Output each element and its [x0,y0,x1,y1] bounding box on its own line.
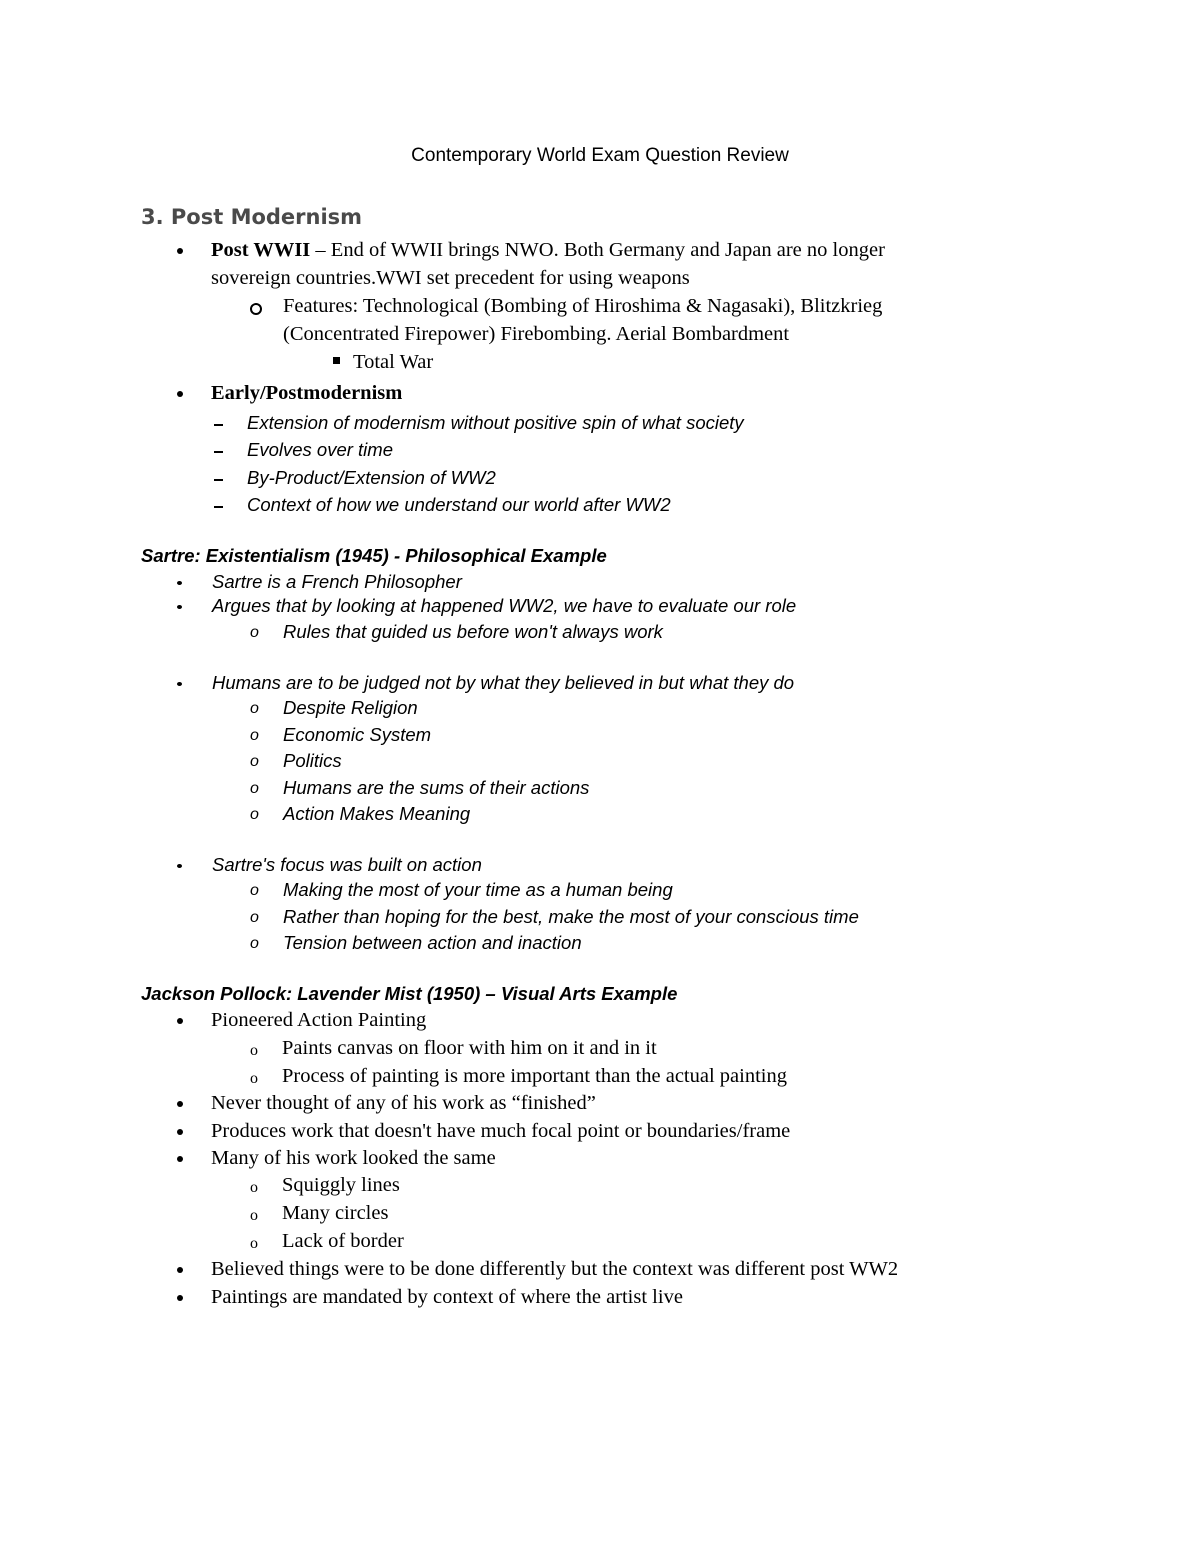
dash-marker [214,479,223,481]
list-item [0,904,1200,931]
list-item-text: Sartre's focus was built on action [212,854,482,875]
list-item-text: Tension between action and inaction [283,932,582,953]
pollock-heading: Jackson Pollock: Lavender Mist (1950) – Visual Arts Example [141,983,678,1004]
dash-marker [214,506,223,508]
list-item [0,1090,1200,1118]
list-item-text: Argues that by looking at happened WW2, we have to evaluate our role [212,595,797,616]
list-item-text: Squiggly lines [282,1174,400,1196]
pollock-bullets-5-6 [0,1256,1200,1312]
list-item-text: Pioneered Action Painting [211,1009,427,1031]
list-item [0,775,1200,802]
o-marker: o [250,726,259,744]
list-item [0,930,1200,957]
bullet-marker [177,682,182,686]
o-marker: o [250,779,259,797]
total-war-text: Total War [353,351,434,373]
pollock-bullets-2-4 [0,1090,1200,1173]
list-item-text: Paints canvas on floor with him on it and in it [282,1037,657,1059]
list-item [0,465,1200,492]
list-item-text: Politics [283,750,342,771]
list-item [0,1256,1200,1284]
list-item [0,695,1200,722]
sartre-heading: Sartre: Existentialism (1945) - Philosophical Example [141,545,607,566]
list-item-text: Many of his work looked the same [211,1147,496,1169]
bullet-marker [177,1129,183,1135]
o-marker: o [250,908,259,926]
list-item [211,237,885,265]
list-item [0,1118,1200,1146]
list-item [0,748,1200,775]
list-item [0,437,1200,465]
list-item-text: Action Makes Meaning [283,803,471,824]
bullet-marker [177,248,183,254]
list-item-text: Sartre is a French Philosopher [212,571,462,592]
o-marker: o [250,882,259,899]
list-item [0,410,1200,437]
document-title: Contemporary World Exam Question Review [411,145,789,166]
o-marker: o [250,624,259,641]
list-item [0,1284,1200,1312]
list-item-text: Never thought of any of his work as “finished” [211,1092,596,1114]
pollock-bullet-1-subs [0,1035,1200,1090]
bullet-marker [177,1267,183,1273]
list-item [0,801,1200,828]
list-item-text: Economic System [283,723,432,745]
post-wwii-text: – End of WWII brings NWO. Both Germany and Japan are no longer [310,239,885,261]
list-item [0,1200,1200,1228]
post-wwii-label: Post WWII [211,239,311,261]
bullet-marker [177,1101,183,1107]
list-item-text: Humans are to be judged not by what they believed in but what they do [212,672,795,693]
list-item-text: By-Product/Extension of WW2 [247,467,496,488]
post-wwii-text-cont: sovereign countries.WWI set precedent for using weapons [211,267,690,289]
o-marker: o [250,700,259,717]
list-item-text: Process of painting is more important than the actual painting [282,1064,787,1087]
list-item-text: Rules that guided us before won't always work [283,621,663,642]
bullet-marker [177,1156,183,1162]
o-marker: o [250,1042,258,1059]
list-item-text: Context of how we understand our world after WW2 [247,494,671,515]
features-text: Features: Technological (Bombing of Hiroshima & Nagasaki), Blitzkrieg [283,295,883,317]
list-item [0,1063,1200,1091]
section-heading: 3. Post Modernism [141,205,363,229]
features-text-cont: (Concentrated Firepower) Firebombing. Aerial Bombardment [283,323,790,345]
early-items [0,410,1200,519]
square-marker [333,357,340,364]
list-item-text: Despite Religion [283,697,418,718]
list-item [0,1228,1200,1256]
list-item [0,1035,1200,1063]
list-item [0,1145,1200,1173]
bullet-marker [177,864,182,868]
o-marker: o [250,1207,258,1224]
dash-marker [214,451,223,453]
list-item-text: Produces work that doesn't have much focal point or boundaries/frame [211,1119,791,1142]
list-item-text: Many circles [282,1202,389,1224]
sartre-bullet-4-subs [0,877,1200,957]
early-postmodernism-label: Early/Postmodernism [211,382,403,404]
bullet-marker [177,581,182,585]
o-marker: o [250,935,259,952]
bullet-marker [177,391,183,397]
o-marker: o [250,806,259,823]
bullet-marker [177,1018,183,1024]
list-item-text: Lack of border [282,1230,404,1252]
list-item [0,492,1200,519]
o-marker: o [250,1069,258,1087]
o-marker: o [250,1179,258,1196]
o-marker: o [250,1235,258,1252]
list-item [0,722,1200,749]
pollock-bullet-4-subs [0,1172,1200,1256]
dash-marker [214,424,223,426]
list-item-text: Rather than hoping for the best, make the most of your conscious time [283,905,859,927]
list-item [0,877,1200,904]
list-item-text: Extension of modernism without positive spin of what society [247,412,744,433]
bullet-marker [177,1295,183,1301]
sartre-bullet-3-subs [0,695,1200,828]
list-item-text: Paintings are mandated by context of where the artist live [211,1286,683,1308]
list-item-text: Making the most of your time as a human being [283,879,673,900]
list-item-text: Humans are the sums of their actions [283,776,590,798]
circle-marker [250,303,262,315]
list-item-text: Evolves over time [247,439,393,460]
o-marker: o [250,753,259,770]
list-item [0,1172,1200,1200]
list-item-text: Believed things were to be done differently but the context was different post WW2 [211,1258,899,1280]
bullet-marker [177,605,182,609]
